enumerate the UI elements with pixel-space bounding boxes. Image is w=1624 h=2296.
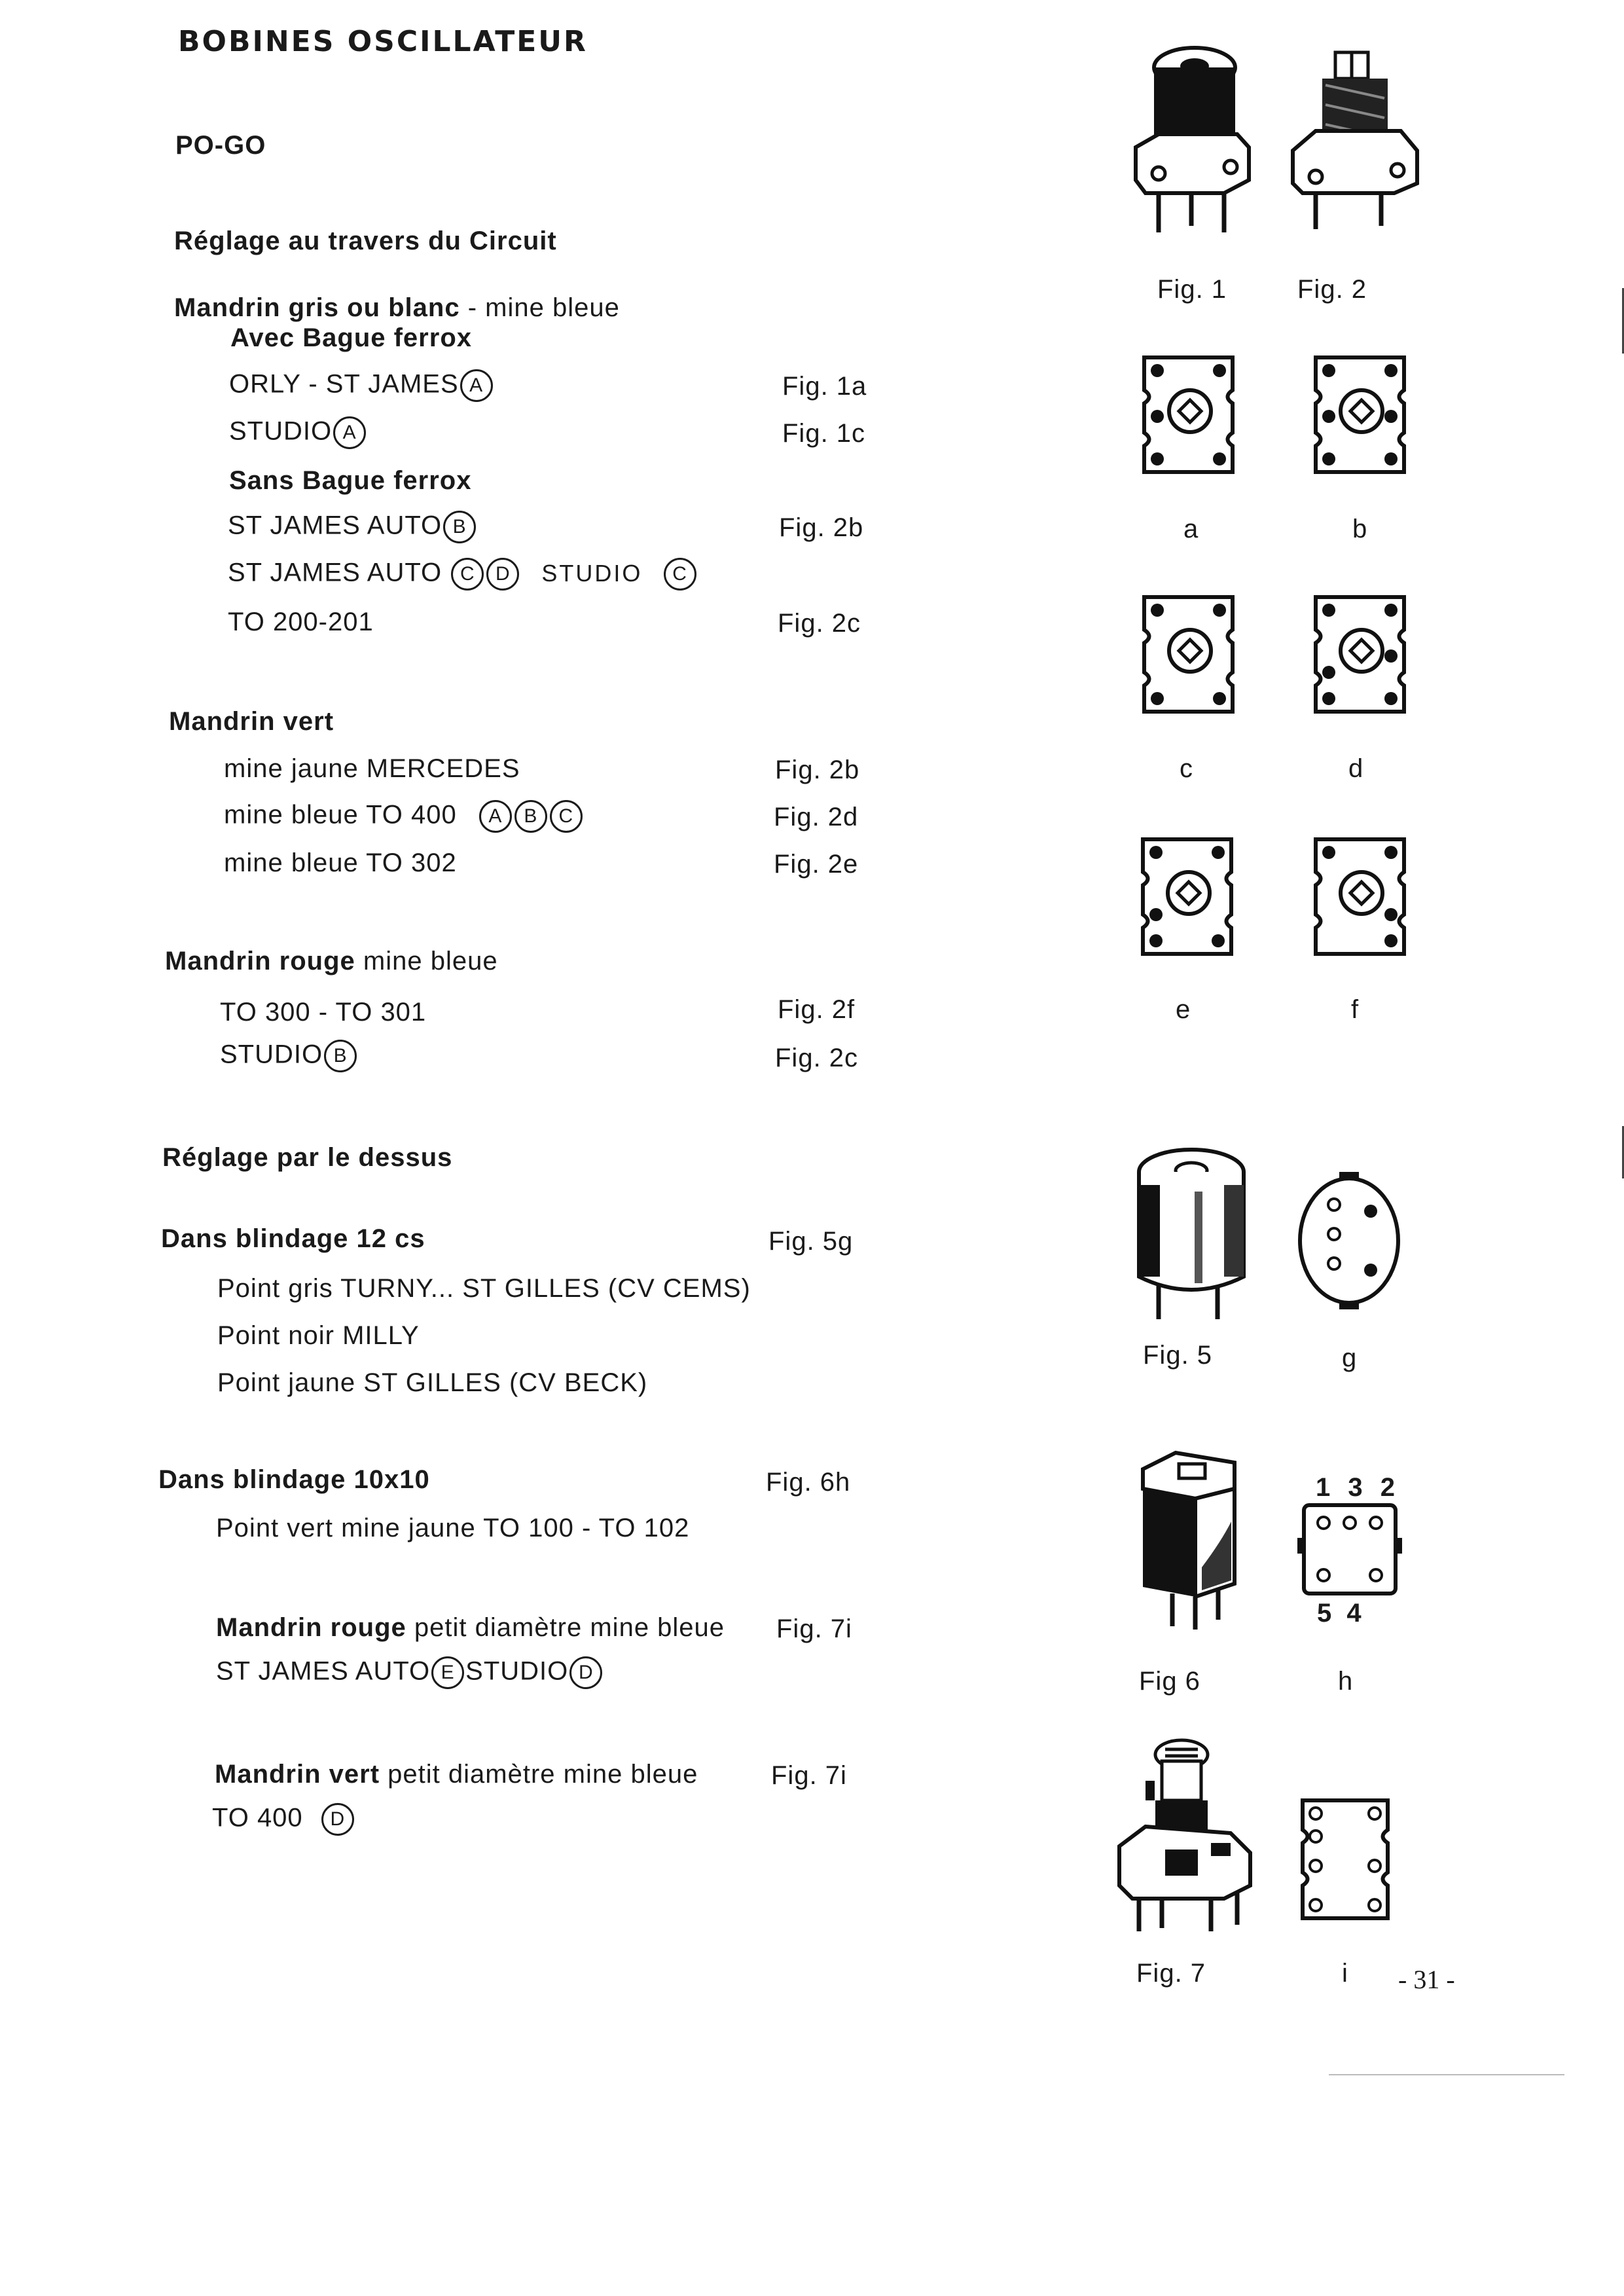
line-rest: petit diamètre mine bleue [388,1760,698,1789]
line-to300: TO 300 - TO 301 [220,998,427,1027]
coil-fig7-drawing [1113,1735,1257,1931]
line-text: STUDIO [541,559,643,587]
caption-c: c [1180,754,1193,783]
scan-line [1329,2074,1564,2075]
subheading-avec-bague: Avec Bague ferrox [230,323,472,352]
line-rouge-petit [216,1613,725,1643]
footprint-b-drawing [1309,351,1411,479]
line-bold: Mandrin gris ou blanc [174,293,460,322]
line-to200: TO 200-201 [228,608,374,636]
shield-can-fig6-drawing [1136,1449,1241,1633]
line-to302: mine bleue TO 302 [224,848,457,877]
line-orly [229,369,494,402]
footprint-a-drawing [1138,351,1239,479]
line-rest: petit diamètre mine bleue [414,1613,725,1642]
page-title: BOBINES OSCILLATEUR [178,25,588,58]
page-number: - 31 - [1398,1965,1455,1994]
circle-marker-a: A [479,800,512,833]
shield-footprint-h-drawing [1297,1502,1402,1600]
caption-b: b [1352,515,1368,543]
line-bold: Mandrin rouge [216,1613,406,1642]
circle-marker-e: E [431,1656,464,1689]
pin-label-top: 1 3 2 [1316,1473,1400,1502]
circle-marker-d: D [569,1656,602,1689]
line-text: TO 400 [212,1803,303,1832]
line-text: ORLY - ST JAMES [229,369,459,399]
caption-d: d [1348,754,1364,783]
line-vert-petit [215,1760,698,1789]
coil-fig2-drawing [1290,52,1420,229]
fig-ref: Fig. 7i [771,1761,847,1790]
caption-a: a [1183,515,1199,543]
line-text: STUDIO [229,416,333,446]
footprint-e-drawing [1136,833,1238,960]
fig-ref: Fig. 2b [775,756,860,784]
line-to400-d [212,1803,355,1836]
circle-marker-c: C [550,800,583,833]
line-text: mine bleue TO 400 [224,800,457,829]
line-point-vert: Point vert mine jaune TO 100 - TO 102 [216,1514,690,1542]
fig-ref: Fig. 5g [768,1227,854,1256]
line-studio-a [229,416,367,449]
line-bold: Mandrin rouge [165,947,355,975]
line-text: ST JAMES AUTO [228,558,442,587]
circle-marker-b: B [443,511,476,543]
line-mercedes: mine jaune MERCEDES [224,754,520,783]
line-mandrin-gris [174,293,620,323]
subheading-mandrin-vert: Mandrin vert [169,707,334,736]
section-heading-dessus: Réglage par le dessus [162,1143,453,1172]
footprint-c-drawing [1138,591,1239,718]
line-text: STUDIO [465,1656,569,1686]
line-to400 [224,800,584,833]
line-rest: mine bleue [363,947,498,975]
band-heading: PO-GO [175,131,266,160]
line-blindage-10: Dans blindage 10x10 [158,1465,430,1494]
coil-fig1-drawing [1132,36,1250,232]
caption-fig5: Fig. 5 [1143,1341,1213,1370]
circle-marker-a: A [460,369,493,402]
footprint-d-drawing [1309,591,1411,718]
line-text: STUDIO [220,1040,323,1069]
circle-marker-a: A [333,416,366,449]
line-stj-auto-e [216,1656,604,1689]
circle-marker-b: B [324,1040,357,1072]
fig-ref: Fig. 2d [774,803,859,831]
line-point-gris: Point gris TURNY... ST GILLES (CV CEMS) [217,1274,751,1303]
line-mandrin-rouge [165,947,498,976]
pin-label-bottom: 5 4 [1317,1599,1365,1628]
caption-fig7: Fig. 7 [1136,1959,1206,1988]
circle-marker-c: C [664,558,696,591]
caption-fig2: Fig. 2 [1297,275,1367,304]
caption-fig1: Fig. 1 [1157,275,1227,304]
fig-ref: Fig. 1c [782,419,866,448]
caption-fig6: Fig 6 [1139,1667,1200,1696]
line-point-jaune: Point jaune ST GILLES (CV BECK) [217,1368,648,1397]
caption-i: i [1342,1959,1348,1988]
line-text: ST JAMES AUTO [228,511,442,540]
fig-ref: Fig. 1a [782,372,867,401]
line-point-noir: Point noir MILLY [217,1321,420,1350]
circle-marker-d: D [486,558,519,591]
fig-ref: Fig. 2e [774,850,859,879]
shield-footprint-g-drawing [1293,1172,1405,1309]
line-blindage-12: Dans blindage 12 cs [161,1224,425,1253]
fig-ref: Fig. 2f [778,995,856,1024]
fig-ref: Fig. 2c [775,1044,859,1072]
fig-ref: Fig. 2b [779,513,864,542]
fig-ref: Fig. 2c [778,609,861,638]
line-text: ST JAMES AUTO [216,1656,431,1686]
line-studio-b [220,1040,358,1072]
caption-g: g [1342,1343,1358,1372]
line-stj-auto-b [228,511,477,543]
shield-can-fig5-drawing [1132,1146,1247,1322]
fig-ref: Fig. 6h [766,1468,851,1497]
circle-marker-c: C [451,558,484,591]
caption-e: e [1176,995,1191,1024]
subheading-sans-bague: Sans Bague ferrox [229,466,472,495]
line-bold: Mandrin vert [215,1760,380,1789]
circle-marker-b: B [514,800,547,833]
caption-h: h [1338,1667,1354,1696]
circle-marker-d: D [321,1803,354,1836]
fig-ref: Fig. 7i [776,1614,852,1643]
section-heading-circuit: Réglage au travers du Circuit [174,227,557,255]
footprint-i-drawing [1296,1794,1394,1925]
line-rest: - mine bleue [467,293,620,322]
caption-f: f [1351,995,1360,1024]
footprint-f-drawing [1309,833,1411,960]
line-stj-auto-cd [228,558,698,591]
